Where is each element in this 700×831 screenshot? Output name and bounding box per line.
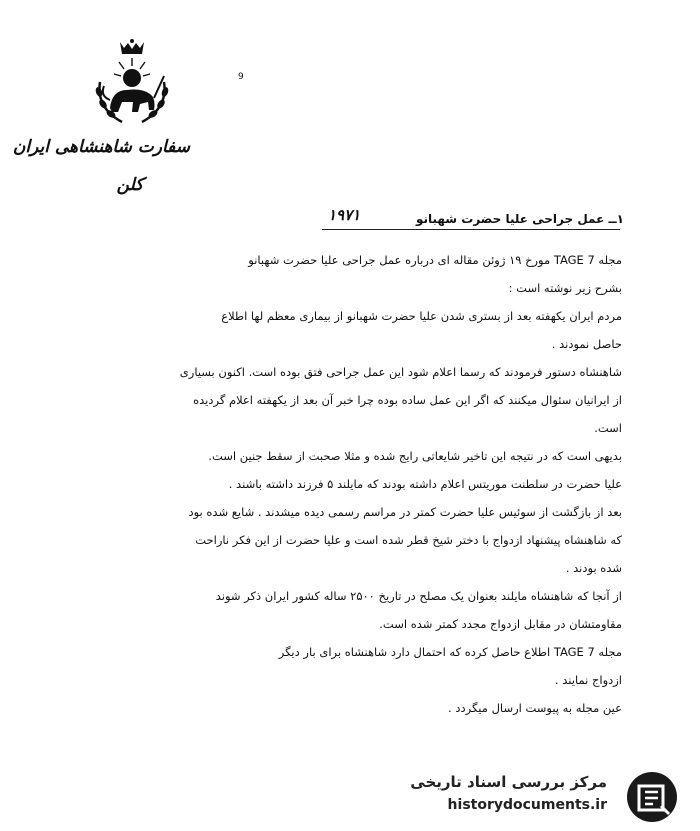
body-line: مردم ایران یکهفته بعد از بستری شدن علیا حضرت شهبانو از بیماری معظم لها اطلاع [221, 309, 622, 323]
body-line: است. [594, 421, 622, 435]
watermark-url: historydocuments.ir [447, 797, 607, 813]
body-line: از آنجا که شاهنشاه مایلند بعنوان یک مصلح در تاریخ ۲۵۰۰ ساله کشور ایران ذکر شوند [215, 589, 622, 603]
body-line: شاهنشاه دستور فرمودند که رسما اعلام شود این عمل جراحی فتق بوده است. اکنون بسیاری [179, 365, 622, 379]
body-line: علیا حضرت در سلطنت موریتس اعلام داشته بودند که مایلند ۵ فرزند داشته باشند . [228, 477, 622, 491]
page-mark: 9 [238, 72, 244, 82]
body-line: مجله 7 TAGE مورخ ۱۹ ژوئن مقاله ای درباره عمل جراحی علیا حضرت شهبانو [248, 253, 622, 267]
body-line: بشرح زیر نوشته است : [508, 281, 622, 295]
lion-and-sun-emblem-icon [92, 38, 172, 128]
body-line: بدیهی است که در نتیجه این تاخیر شایعاتی رایج شده و مثلا صحبت از سقط جنین است. [208, 449, 622, 463]
body-line: مقاومتشان در مقابل ازدواج مجدد کمتر شده است. [379, 617, 622, 631]
archive-logo-icon [625, 770, 679, 824]
embassy-city: کلن [116, 175, 144, 195]
archive-watermark [412, 770, 687, 820]
subject-heading: ۱ــ عمل جراحی علیا حضرت شهبانو [415, 212, 624, 226]
body-line: مجله 7 TAGE اطلاع حاصل کرده که احتمال دارد شاهنشاه برای بار دیگر [278, 645, 622, 659]
embassy-name: سفارت شاهنشاهی ایران [12, 137, 190, 157]
body-line: از ایرانیان سئوال میکنند که اگر این عمل ساده بوده چرا خبر آن بعد از یکهفته اعلام گردیده [193, 393, 622, 407]
document-year: ۱۹۷۱ [328, 206, 361, 224]
body-line: بعد از بازگشت از سوئیس علیا حضرت کمتر در مراسم رسمی دیده میشدند . شایع شده بود [188, 505, 622, 519]
document-body [62, 246, 622, 722]
body-line: عین مجله به پیوست ارسال میگردد . [448, 701, 622, 715]
subject-underline [322, 229, 620, 230]
watermark-org-name: مرکز بررسی اسناد تاریخی [410, 773, 607, 791]
body-line: ازدواج نمایند . [554, 673, 622, 687]
body-line: که شاهنشاه پیشنهاد ازدواج با دختر شیخ قطر شده است و علیا حضرت از این فکر ناراحت [195, 533, 622, 547]
body-line: حاصل نمودند . [551, 337, 622, 351]
body-line: شده بودند . [565, 561, 622, 575]
